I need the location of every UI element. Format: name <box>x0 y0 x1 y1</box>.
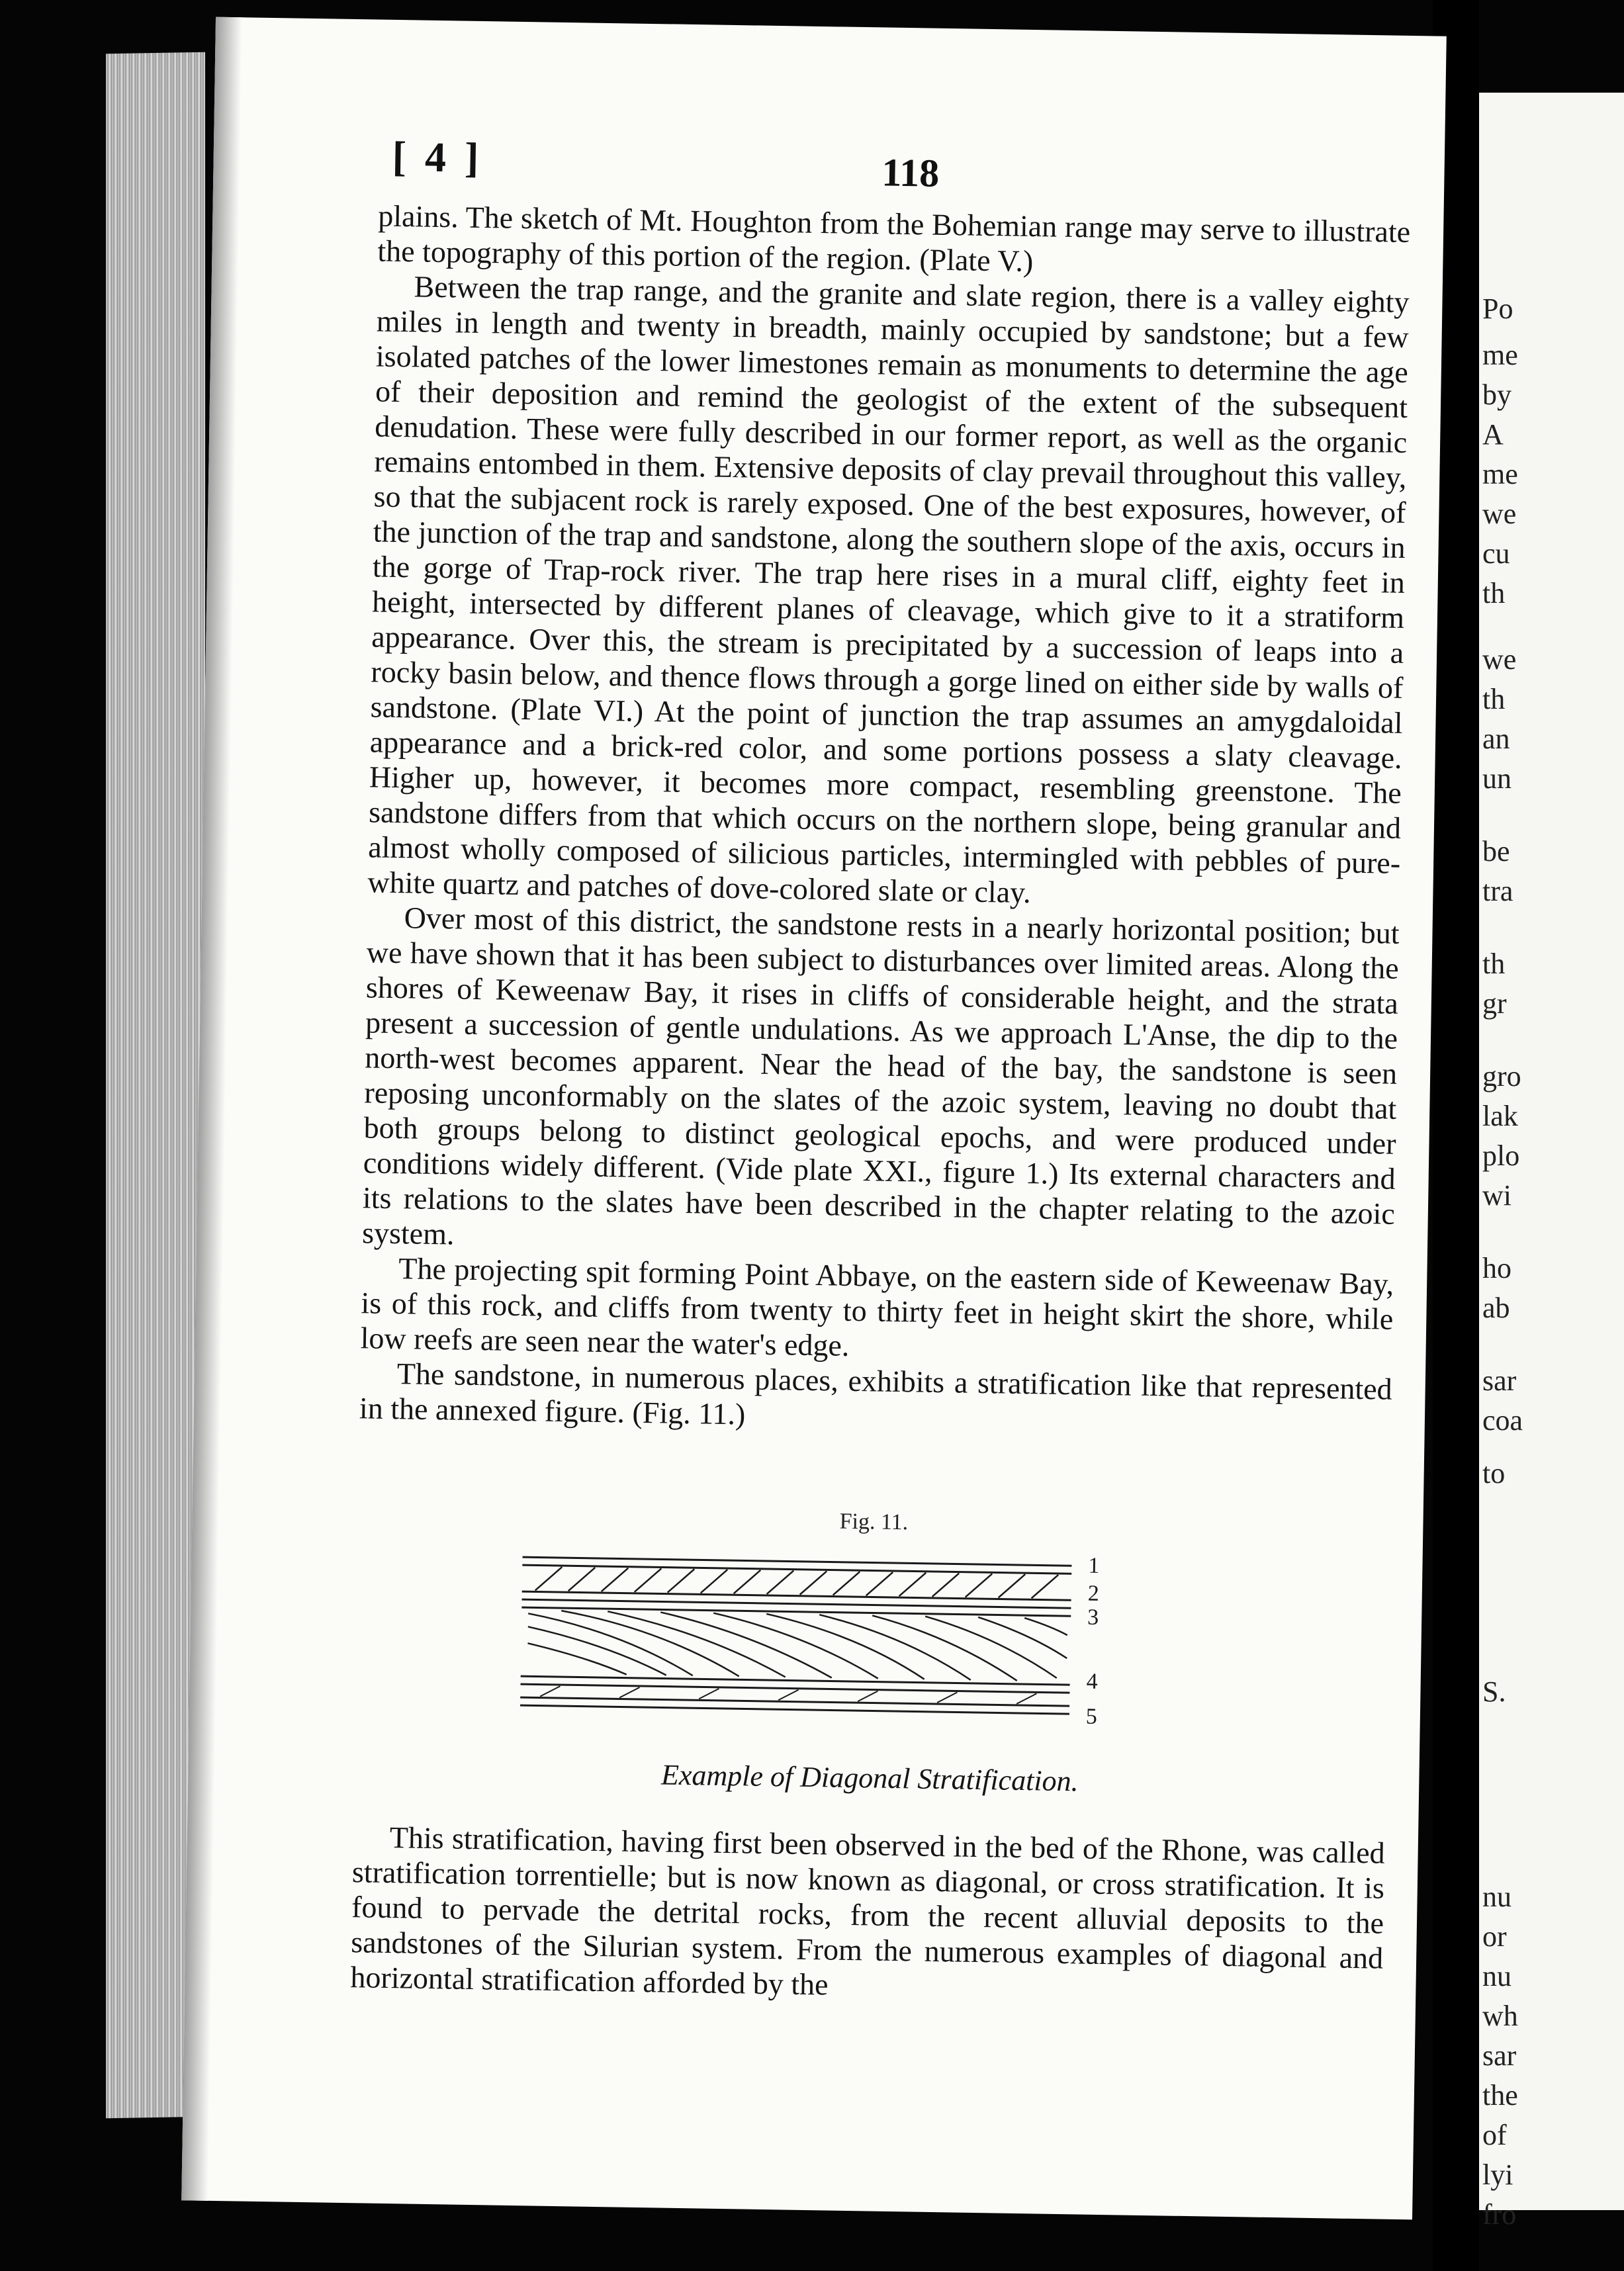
facing-page-fragment: me <box>1482 458 1518 490</box>
facing-page-fragment: nu <box>1482 1960 1511 1992</box>
signature-mark: [ 4 ] <box>392 132 483 181</box>
facing-page-fragment: th <box>1482 577 1506 609</box>
paragraph: plains. The sketch of Mt. Houghton from the Bohemian range may serve to illustrate the topography of this portion of the region. (Plate V.) <box>377 199 1411 279</box>
page-number: 118 <box>881 150 940 195</box>
facing-page-fragment: coa <box>1482 1404 1523 1437</box>
stratum-boundary <box>520 1705 1069 1714</box>
facing-page-fragment: th <box>1482 683 1506 715</box>
layer-number: 4 <box>1086 1669 1098 1694</box>
stratum-boundary <box>522 1591 1071 1600</box>
facing-page-fragment: we <box>1482 498 1517 530</box>
paragraph: Over most of this district, the sandstone rests in a nearly horizontal position; but we have shown that it has been subject to disturbances over limited areas. Along the shores of Keweenaw Bay, it rises in cliffs of considerable height, and the strata present a succession of gentle undulations. As we approach L'Anse, the dip to the north-west becomes apparent. Near the head of the bay, the sandstone is seen reposing unconformably on the slates of the azoic system, leaving no doubt that both groups belong to distinct geological epochs, and were produced under conditions widely different. (Vide plate XXI., figure 1.) Its external characters and its relations to the slates have been described in the chapter relating to the azoic system. <box>361 901 1400 1251</box>
facing-page-fragment: gro <box>1482 1060 1521 1092</box>
facing-page-fragment: fro <box>1482 2198 1517 2231</box>
layer-number: 5 <box>1085 1704 1098 1729</box>
facing-page-fragment: ho <box>1482 1252 1511 1284</box>
facing-page-fragment: nu <box>1482 1881 1511 1913</box>
stratification-diagram <box>473 1543 1204 1753</box>
facing-page-fragment: to <box>1482 1457 1506 1490</box>
figure-label: Fig. 11. <box>839 1509 909 1535</box>
facing-page-fragment: by <box>1482 378 1511 411</box>
facing-page-fragment: tra <box>1482 875 1513 907</box>
facing-page-fragment: wh <box>1482 2000 1518 2032</box>
facing-page-fragment: un <box>1482 762 1511 795</box>
facing-page-fragment: the <box>1482 2079 1518 2112</box>
facing-page-fragment: me <box>1482 339 1518 371</box>
facing-page-fragment: Po <box>1482 292 1513 325</box>
facing-page-fragment: th <box>1482 948 1506 980</box>
layer-number: 1 <box>1088 1553 1100 1578</box>
layer-number: 3 <box>1087 1605 1099 1630</box>
facing-page <box>1476 93 1624 2231</box>
main-text-continued <box>350 1819 1385 2010</box>
facing-page-fragment: of <box>1482 2119 1507 2151</box>
stratum-boundary <box>521 1676 1070 1685</box>
book-page <box>181 17 1447 2220</box>
paragraph: Between the trap range, and the granite and slate region, there is a valley eighty miles in length and twenty in breadth, mainly occupied by sandstone; but a few isolated patches of the lower limestones remain as monuments to determine the age of their deposition and remind the geologist of the extent of the subsequent denudation. These were fully described in our former report, as well as the organic remains entombed in them. Extensive deposits of clay prevail throughout this valley, so that the subjacent rock is rarely exposed. One of the best exposures, however, of the junction of the trap and sandstone, along the southern slope of the axis, occurs in the gorge of Trap-rock river. The trap here rises in a mural cliff, eighty feet in height, intersected by different planes of cleavage, which give to it a stratiform appearance. Over this, the stream is precipitated by a succession of leaps into a rocky basin below, and thence flows through a gorge lined on either side by walls of sandstone. (Plate VI.) At the point of junction the trap assumes an amygdaloidal appearance and a brick-red color, and some portions possess a slaty cleavage. Higher up, however, it becomes more compact, resembling greenstone. The sandstone differs from that which occurs on the northern slope, being granular and almost wholly composed of silicious particles, intermingled with pebbles of pure-white quartz and patches of dove-colored slate or clay. <box>367 269 1410 910</box>
facing-page-fragment: lyi <box>1482 2159 1513 2191</box>
facing-page-fragment: plo <box>1482 1139 1520 1172</box>
facing-page-fragment: an <box>1482 723 1510 755</box>
facing-page-fragment: sar <box>1482 1364 1517 1397</box>
facing-page-fragment: ab <box>1482 1292 1510 1324</box>
facing-page-fragment: or <box>1482 1920 1507 1953</box>
stratum-boundary <box>520 1697 1069 1706</box>
stratum-boundary <box>522 1565 1071 1574</box>
facing-page-fragment: A <box>1482 418 1504 451</box>
main-text <box>359 198 1411 1441</box>
figure-caption: Example of Diagonal Stratification. <box>660 1758 1079 1798</box>
facing-page-fragment: wi <box>1482 1179 1511 1212</box>
paragraph: The sandstone, in numerous places, exhibits a stratification like that represented in the annexed figure. (Fig. 11.) <box>359 1357 1393 1431</box>
facing-page-fragment: cu <box>1482 537 1510 570</box>
paragraph: This stratification, having first been observed in the bed of the Rhone, was called stratification torrentielle; but is now known as diagonal, or cross stratification. It is found to pervade the detrital rocks, from the recent alluvial deposits to the sandstones of the Silurian system. From the numerous examples of diagonal and horizontal stratification afforded by the <box>350 1820 1386 2002</box>
facing-page-fragment: S. <box>1482 1675 1506 1708</box>
facing-page-fragment: be <box>1482 835 1510 868</box>
facing-page-fragment: sar <box>1482 2039 1517 2072</box>
stratum-boundary <box>521 1607 1071 1616</box>
figure-11 <box>473 1503 1417 1803</box>
stratum-boundary <box>522 1599 1071 1608</box>
layer-number: 2 <box>1087 1581 1100 1606</box>
facing-page-fragment: gr <box>1482 987 1507 1020</box>
stratum-boundary <box>523 1557 1072 1566</box>
facing-page-fragment: lak <box>1482 1100 1518 1132</box>
facing-page-fragment: we <box>1482 643 1517 676</box>
paragraph: The projecting spit forming Point Abbaye, on the eastern side of Keweenaw Bay, is of this rock, and cliffs from twenty to thirty feet in height skirt the shore, while low reefs are seen near the water's edge. <box>360 1251 1394 1362</box>
diagonal-laminae-lower <box>527 1610 1067 1681</box>
